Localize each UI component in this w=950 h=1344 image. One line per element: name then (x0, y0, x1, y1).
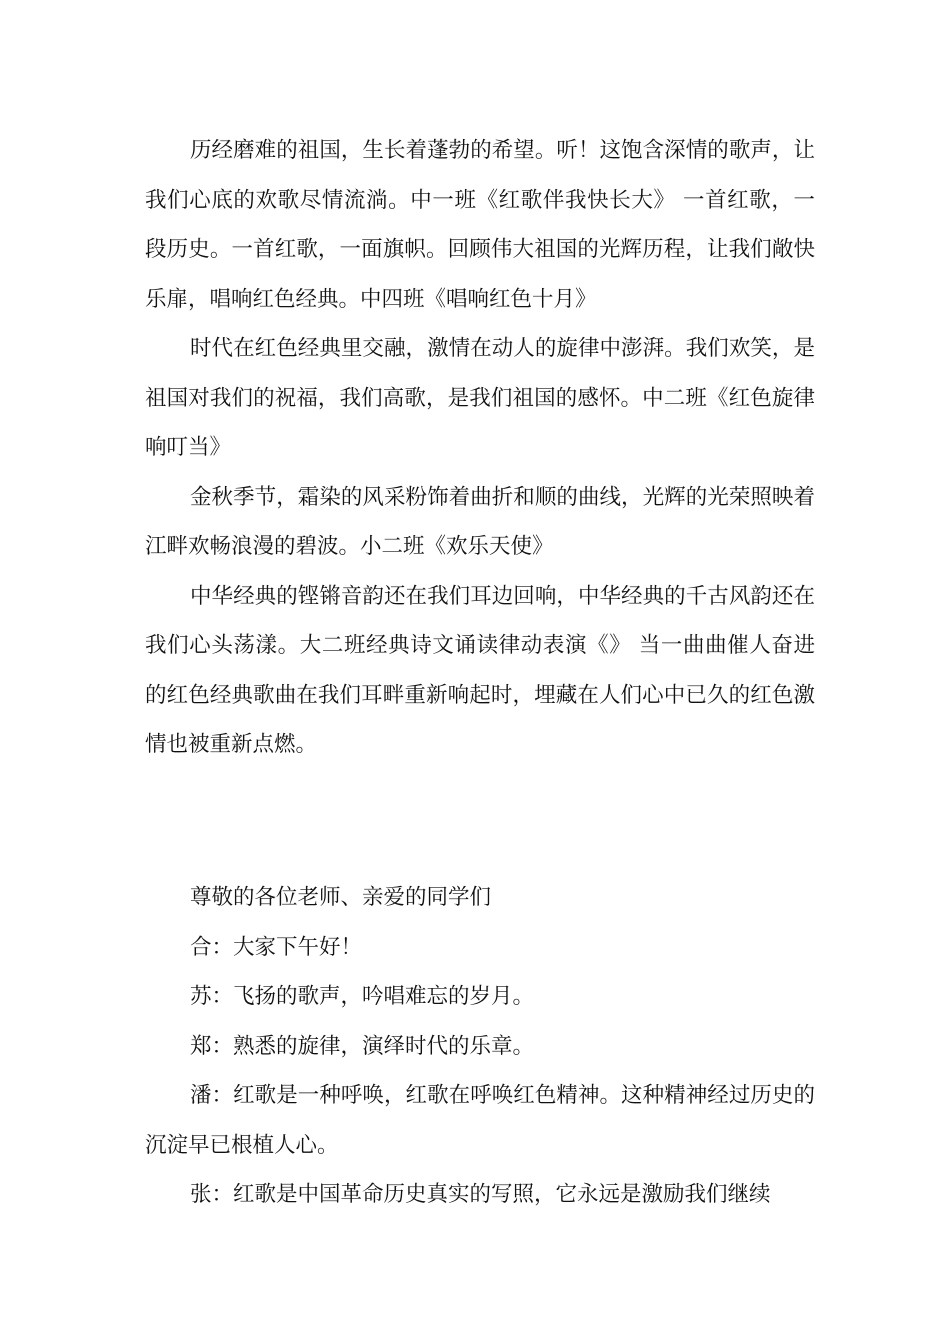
paragraph: 时代在红色经典里交融，激情在动人的旋律中澎湃。我们欢笑，是祖国对我们的祝福，我们高歌，是我们祖国的感怀。中二班《红色旋律响叮当》 (145, 336, 815, 460)
paragraph: 金秋季节，霜染的风采粉饰着曲折和顺的曲线，光辉的光荣照映着江畔欢畅浪漫的碧波。小二班《欢乐天使》 (145, 484, 815, 559)
greeting-line: 尊敬的各位老师、亲爱的同学们 (190, 885, 492, 910)
dialogue-line: 张：红歌是中国革命历史真实的写照，它永远是激励我们继续 (190, 1182, 771, 1207)
dialogue-line: 合：大家下午好！ (190, 934, 363, 960)
dialogue-line: 潘：红歌是一种呼唤，红歌在呼唤红色精神。这种精神经过历史的沉淀早已根植人心。 (145, 1083, 815, 1158)
dialogue-line: 郑：熟悉的旋律，演绎时代的乐章。 (190, 1033, 535, 1059)
paragraph: 中华经典的铿锵音韵还在我们耳边回响，中华经典的千古风韵还在我们心头荡漾。大二班经典诗文诵读律动表演《》 当一曲曲催人奋进的红色经典歌曲在我们耳畔重新响起时，埋藏在人们心中已久的红色激情也被重新点燃。 (145, 583, 815, 757)
program-intro-section (145, 126, 815, 770)
host-script-section (145, 873, 815, 1220)
dialogue-line: 苏：飞扬的歌声，吟唱难忘的岁月。 (190, 984, 535, 1009)
paragraph: 历经磨难的祖国，生长着蓬勃的希望。听！这饱含深情的歌声，让我们心底的欢歌尽情流淌。中一班《红歌伴我快长大》 一首红歌，一段历史。一首红歌，一面旗帜。回顾伟大祖国的光辉历程，让我们敞快乐扉，唱响红色经典。中四班《唱响红色十月》 (145, 138, 815, 312)
